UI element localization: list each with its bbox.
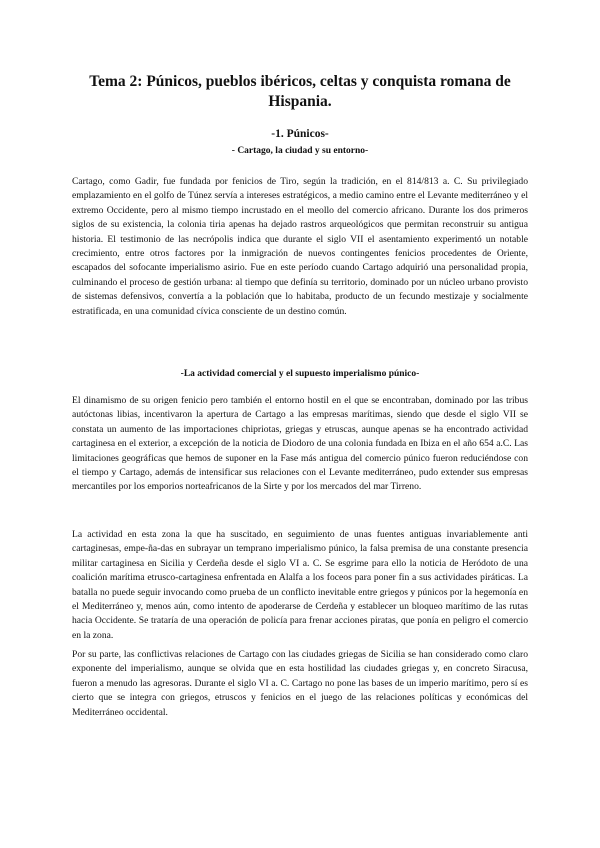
- paragraph-cartago: Cartago, como Gadir, fue fundada por fenicios de Tiro, según la tradición, en el 814/813 a. C. Su privilegiado emplazamiento en el golfo de Túnez servía a intereses estratégicos, a medio camino entre el Levante mediterráneo y el extremo Occidente, pero al mismo tiempo incrustado en el meollo del comercio africano. Durante los dos primeros siglos de su existencia, la colonia tiria apenas ha dejado rastros arqueológicos que permitan reconstruir su antigua historia. El testimonio de las necrópolis indica que durante el siglo VII el asentamiento experimentó un notable crecimiento, entre otros factores por la inmigración de nuevos contingentes fenicios procedentes de Oriente, escapados del sofocante imperialismo asirio. Fue en este período cuando Cartago adquirió una personalidad propia, culminando el proceso de gestión urbana: al tiempo que definía su territorio, dominado por un núcleo urbano provisto de sistemas defensivos, convertía a la población que lo habitaba, producto de un fecundo mestizaje y socialmente estratificada, en una comunidad cívica consciente de un destino común.: [72, 176, 528, 317]
- document-title: Tema 2: Púnicos, pueblos ibéricos, celtas y conquista romana de Hispania.: [89, 73, 511, 110]
- paragraph-actividad-zona: La actividad en esta zona la que ha suscitado, en seguimiento de unas fuentes antiguas invariablemente anti cartaginesas, empe-ña-das en subrayar un temprano imperialismo púnico, la falsa premisa de una constante presencia militar cartaginesa en Sicilia y Cerdeña desde el siglo VI a. C. Se esgrime para ello la noticia de Heródoto de una coalición marítima etrusco-cartaginesa enfrentada en Alalfa a los foceos para poner fin a sus actividades piráticas. La batalla no puede seguir invocando como prueba de un conflicto inevitable entre griegos y púnicos por la hegemonía en el Mediterráneo y, menos aún, como intento de apoderarse de Cerdeña y establecer un bloqueo marítimo de las rutas hacia Occidente. Se trataría de una operación de policía para frenar acciones piratas, que ponía en peligro el comercio en la zona.: [72, 529, 528, 641]
- paragraph-relaciones-sicilia: Por su parte, las conflictivas relaciones de Cartago con las ciudades griegas de Sicilia se han considerado como claro exponente del imperialismo, aunque se olvida que en esta hostilidad las ciudades griegas y, en concreto Siracusa, fueron a menudo las agresoras. Durante el siglo VI a. C. Cartago no pone las bases de un imperio marítimo, pero sí es cierto que se integra con griegos, etruscos y fenicios en el juego de las relaciones políticas y económicas del Mediterráneo occidental.: [72, 649, 528, 718]
- subsection-heading-cartago: - Cartago, la ciudad y su entorno-: [231, 146, 369, 156]
- subsection-heading-actividad-comercial: -La actividad comercial y el supuesto imperialismo púnico-: [180, 369, 420, 379]
- paragraph-dinamismo: El dinamismo de su origen fenicio pero también el entorno hostil en el que se encontraban, dominado por las tribus autóctonas libias, incentivaron la apertura de Cartago a las empresas marítimas, siendo que desde el siglo VII se constata un aumento de las importaciones chipriotas, griegas y etruscas, aunque apenas se ha encontrado actividad cartaginesa en el exterior, a excepción de la noticia de Diodoro de una colonia fundada en Ibiza en el año 654 a.C. Las limitaciones geográficas que hemos de suponer en la Fase más antigua del comercio púnico fueron reduciéndose con el tiempo y Cartago, además de intensificar sus relaciones con el Levante mediterráneo, pudo extender sus empresas mercantiles por los emporios norteafricanos de la Sirte y por los mercados del mar Tirreno.: [72, 395, 528, 493]
- section-heading-punicos: -1. Púnicos-: [271, 128, 329, 140]
